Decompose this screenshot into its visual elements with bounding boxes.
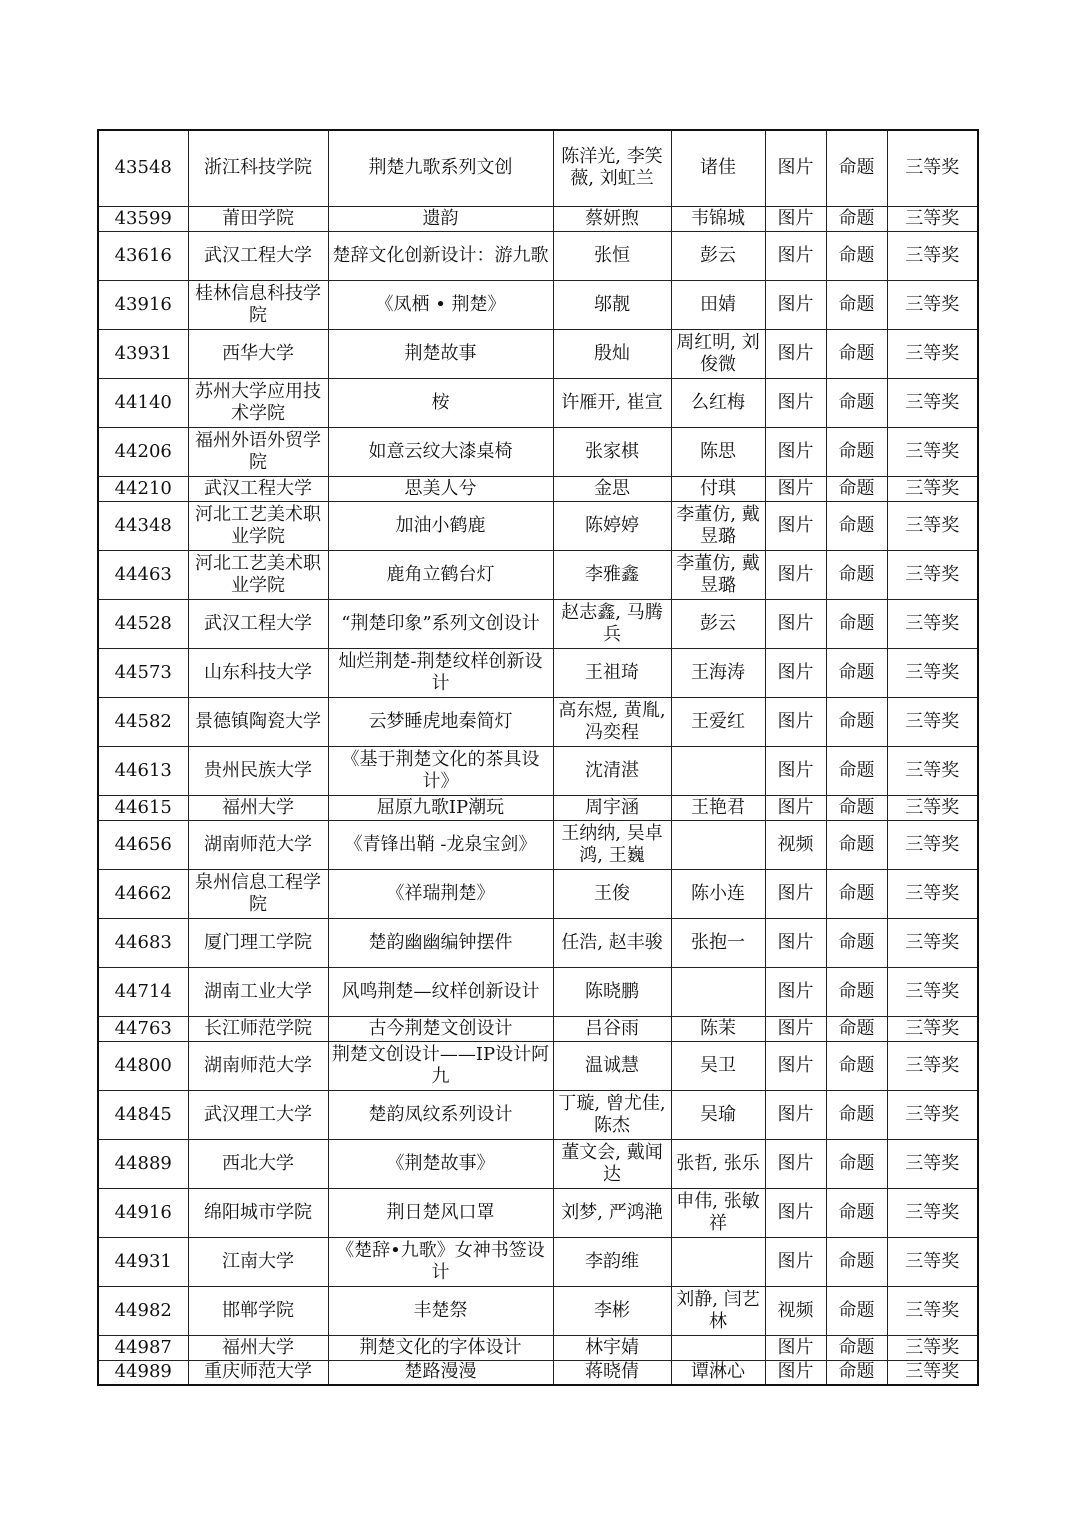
id-cell: 44573	[98, 648, 188, 697]
award-cell: 三等奖	[887, 599, 978, 648]
table-row	[98, 1016, 978, 1041]
id-cell: 44662	[98, 869, 188, 918]
table-row	[98, 1335, 978, 1360]
category-cell: 命题	[826, 918, 887, 967]
category-cell: 命题	[826, 967, 887, 1016]
id-cell: 43616	[98, 231, 188, 280]
id-cell: 44987	[98, 1335, 188, 1360]
advisor-cell	[671, 1237, 765, 1286]
authors-cell: 丁璇, 曾尤佳, 陈杰	[553, 1090, 671, 1139]
school-cell: 景德镇陶瓷大学	[188, 697, 328, 746]
advisor-cell: 张抱一	[671, 918, 765, 967]
category-cell: 命题	[826, 599, 887, 648]
authors-cell: 周宇涵	[553, 795, 671, 820]
school-cell: 武汉理工大学	[188, 1090, 328, 1139]
authors-cell: 李韵维	[553, 1237, 671, 1286]
school-cell: 莆田学院	[188, 206, 328, 231]
work-title-cell: 楚韵凤纹系列设计	[328, 1090, 553, 1139]
work-title-cell: 遗韵	[328, 206, 553, 231]
school-cell: 江南大学	[188, 1237, 328, 1286]
format-cell: 图片	[765, 427, 826, 476]
table-row	[98, 427, 978, 476]
advisor-cell	[671, 1335, 765, 1360]
work-title-cell: 《楚辞•九歌》女神书签设计	[328, 1237, 553, 1286]
table-row	[98, 648, 978, 697]
format-cell: 图片	[765, 329, 826, 378]
category-cell: 命题	[826, 280, 887, 329]
authors-cell: 蔡妍煦	[553, 206, 671, 231]
id-cell: 44613	[98, 746, 188, 795]
category-cell: 命题	[826, 1016, 887, 1041]
award-cell: 三等奖	[887, 329, 978, 378]
school-cell: 福州大学	[188, 795, 328, 820]
award-cell: 三等奖	[887, 820, 978, 869]
authors-cell: 高东煜, 黄胤, 冯奕程	[553, 697, 671, 746]
table-row	[98, 476, 978, 501]
award-cell: 三等奖	[887, 1139, 978, 1188]
table-row	[98, 1286, 978, 1335]
category-cell: 命题	[826, 427, 887, 476]
format-cell: 图片	[765, 130, 826, 206]
work-title-cell: 荆楚文化的字体设计	[328, 1335, 553, 1360]
id-cell: 44916	[98, 1188, 188, 1237]
school-cell: 湖南工业大学	[188, 967, 328, 1016]
authors-cell: 吕谷雨	[553, 1016, 671, 1041]
table-row	[98, 550, 978, 599]
id-cell: 43548	[98, 130, 188, 206]
work-title-cell: 荆楚九歌系列文创	[328, 130, 553, 206]
category-cell: 命题	[826, 329, 887, 378]
advisor-cell	[671, 820, 765, 869]
work-title-cell: 楚韵幽幽编钟摆件	[328, 918, 553, 967]
award-cell: 三等奖	[887, 1090, 978, 1139]
format-cell: 图片	[765, 1360, 826, 1385]
authors-cell: 任浩, 赵丰骏	[553, 918, 671, 967]
work-title-cell: 丰楚祭	[328, 1286, 553, 1335]
award-cell: 三等奖	[887, 1286, 978, 1335]
work-title-cell: 荆日楚风口罩	[328, 1188, 553, 1237]
authors-cell: 林宇婧	[553, 1335, 671, 1360]
authors-cell: 陈洋光, 李笑薇, 刘虹兰	[553, 130, 671, 206]
id-cell: 44656	[98, 820, 188, 869]
format-cell: 图片	[765, 1335, 826, 1360]
advisor-cell: 田婧	[671, 280, 765, 329]
authors-cell: 张恒	[553, 231, 671, 280]
work-title-cell: 荆楚文创设计——IP设计阿九	[328, 1041, 553, 1090]
id-cell: 44683	[98, 918, 188, 967]
award-cell: 三等奖	[887, 1016, 978, 1041]
authors-cell: 陈婷婷	[553, 501, 671, 550]
format-cell: 图片	[765, 231, 826, 280]
id-cell: 44582	[98, 697, 188, 746]
school-cell: 武汉工程大学	[188, 599, 328, 648]
advisor-cell: 张哲, 张乐	[671, 1139, 765, 1188]
format-cell: 图片	[765, 599, 826, 648]
id-cell: 44528	[98, 599, 188, 648]
work-title-cell: 楚辞文化创新设计：游九歌	[328, 231, 553, 280]
table-row	[98, 795, 978, 820]
advisor-cell: 韦锦城	[671, 206, 765, 231]
advisor-cell: 彭云	[671, 231, 765, 280]
school-cell: 桂林信息科技学院	[188, 280, 328, 329]
award-cell: 三等奖	[887, 280, 978, 329]
award-cell: 三等奖	[887, 1360, 978, 1385]
id-cell: 44206	[98, 427, 188, 476]
award-cell: 三等奖	[887, 795, 978, 820]
school-cell: 西北大学	[188, 1139, 328, 1188]
table-row	[98, 501, 978, 550]
authors-cell: 董文会, 戴闻达	[553, 1139, 671, 1188]
advisor-cell: 付琪	[671, 476, 765, 501]
category-cell: 命题	[826, 1237, 887, 1286]
table-row	[98, 599, 978, 648]
advisor-cell: 王艳君	[671, 795, 765, 820]
table-row	[98, 869, 978, 918]
work-title-cell: 荆楚故事	[328, 329, 553, 378]
award-cell: 三等奖	[887, 918, 978, 967]
category-cell: 命题	[826, 206, 887, 231]
authors-cell: 邬靓	[553, 280, 671, 329]
work-title-cell: 《基于荆楚文化的茶具设计》	[328, 746, 553, 795]
category-cell: 命题	[826, 746, 887, 795]
table-row	[98, 746, 978, 795]
table-row	[98, 206, 978, 231]
advisor-cell	[671, 967, 765, 1016]
award-cell: 三等奖	[887, 378, 978, 427]
format-cell: 图片	[765, 206, 826, 231]
format-cell: 图片	[765, 918, 826, 967]
id-cell: 44982	[98, 1286, 188, 1335]
award-cell: 三等奖	[887, 1237, 978, 1286]
category-cell: 命题	[826, 697, 887, 746]
advisor-cell: 申伟, 张敏祥	[671, 1188, 765, 1237]
table-row	[98, 1090, 978, 1139]
school-cell: 重庆师范大学	[188, 1360, 328, 1385]
advisor-cell: 陈茉	[671, 1016, 765, 1041]
id-cell: 44615	[98, 795, 188, 820]
category-cell: 命题	[826, 820, 887, 869]
category-cell: 命题	[826, 1041, 887, 1090]
advisor-cell: 陈思	[671, 427, 765, 476]
format-cell: 图片	[765, 280, 826, 329]
award-cell: 三等奖	[887, 648, 978, 697]
authors-cell: 许雁开, 崔宣	[553, 378, 671, 427]
award-cell: 三等奖	[887, 869, 978, 918]
work-title-cell: 《凤栖 • 荆楚》	[328, 280, 553, 329]
id-cell: 44845	[98, 1090, 188, 1139]
school-cell: 河北工艺美术职业学院	[188, 501, 328, 550]
awards-table	[97, 129, 979, 1386]
id-cell: 43599	[98, 206, 188, 231]
award-cell: 三等奖	[887, 1188, 978, 1237]
work-title-cell: 加油小鹤鹿	[328, 501, 553, 550]
school-cell: 武汉工程大学	[188, 231, 328, 280]
format-cell: 图片	[765, 869, 826, 918]
award-cell: 三等奖	[887, 1041, 978, 1090]
category-cell: 命题	[826, 1360, 887, 1385]
id-cell: 44931	[98, 1237, 188, 1286]
authors-cell: 赵志鑫, 马腾兵	[553, 599, 671, 648]
authors-cell: 王俊	[553, 869, 671, 918]
authors-cell: 殷灿	[553, 329, 671, 378]
authors-cell: 蒋晓倩	[553, 1360, 671, 1385]
award-cell: 三等奖	[887, 550, 978, 599]
authors-cell: 陈晓鹏	[553, 967, 671, 1016]
category-cell: 命题	[826, 1188, 887, 1237]
format-cell: 图片	[765, 550, 826, 599]
authors-cell: 王祖琦	[553, 648, 671, 697]
category-cell: 命题	[826, 501, 887, 550]
table-row	[98, 378, 978, 427]
id-cell: 44463	[98, 550, 188, 599]
work-title-cell: 鹿角立鹤台灯	[328, 550, 553, 599]
id-cell: 44140	[98, 378, 188, 427]
table-row	[98, 918, 978, 967]
id-cell: 44763	[98, 1016, 188, 1041]
format-cell: 图片	[765, 378, 826, 427]
table-row	[98, 1237, 978, 1286]
category-cell: 命题	[826, 550, 887, 599]
authors-cell: 金思	[553, 476, 671, 501]
format-cell: 图片	[765, 967, 826, 1016]
authors-cell: 李彬	[553, 1286, 671, 1335]
table-row	[98, 697, 978, 746]
award-cell: 三等奖	[887, 206, 978, 231]
table-row	[98, 1041, 978, 1090]
format-cell: 图片	[765, 1188, 826, 1237]
format-cell: 图片	[765, 501, 826, 550]
table-row	[98, 1139, 978, 1188]
id-cell: 44800	[98, 1041, 188, 1090]
authors-cell: 温诚慧	[553, 1041, 671, 1090]
work-title-cell: 如意云纹大漆桌椅	[328, 427, 553, 476]
advisor-cell: 周红明, 刘俊微	[671, 329, 765, 378]
work-title-cell: 《青锋出鞘 -龙泉宝剑》	[328, 820, 553, 869]
work-title-cell: 云梦睡虎地秦简灯	[328, 697, 553, 746]
id-cell: 43916	[98, 280, 188, 329]
school-cell: 山东科技大学	[188, 648, 328, 697]
format-cell: 图片	[765, 476, 826, 501]
advisor-cell: 谭淋心	[671, 1360, 765, 1385]
award-cell: 三等奖	[887, 427, 978, 476]
authors-cell: 王纳纳, 吴卓鸿, 王巍	[553, 820, 671, 869]
advisor-cell: 王爱红	[671, 697, 765, 746]
advisor-cell: 吴卫	[671, 1041, 765, 1090]
authors-cell: 张家棋	[553, 427, 671, 476]
work-title-cell: 《祥瑞荆楚》	[328, 869, 553, 918]
category-cell: 命题	[826, 1286, 887, 1335]
table-row	[98, 231, 978, 280]
advisor-cell: 彭云	[671, 599, 765, 648]
format-cell: 图片	[765, 648, 826, 697]
format-cell: 图片	[765, 1237, 826, 1286]
category-cell: 命题	[826, 795, 887, 820]
id-cell: 44210	[98, 476, 188, 501]
work-title-cell: 思美人兮	[328, 476, 553, 501]
work-title-cell: 灿烂荆楚-荆楚纹样创新设计	[328, 648, 553, 697]
category-cell: 命题	[826, 1090, 887, 1139]
school-cell: 西华大学	[188, 329, 328, 378]
category-cell: 命题	[826, 648, 887, 697]
advisor-cell: 王海涛	[671, 648, 765, 697]
advisor-cell: 陈小连	[671, 869, 765, 918]
school-cell: 泉州信息工程学院	[188, 869, 328, 918]
award-cell: 三等奖	[887, 231, 978, 280]
award-cell: 三等奖	[887, 697, 978, 746]
school-cell: 绵阳城市学院	[188, 1188, 328, 1237]
work-title-cell: 楚路漫漫	[328, 1360, 553, 1385]
advisor-cell: 刘静, 闫艺林	[671, 1286, 765, 1335]
format-cell: 图片	[765, 795, 826, 820]
id-cell: 44989	[98, 1360, 188, 1385]
category-cell: 命题	[826, 1139, 887, 1188]
school-cell: 邯郸学院	[188, 1286, 328, 1335]
id-cell: 43931	[98, 329, 188, 378]
school-cell: 苏州大学应用技术学院	[188, 378, 328, 427]
school-cell: 福州外语外贸学院	[188, 427, 328, 476]
format-cell: 图片	[765, 1139, 826, 1188]
school-cell: 长江师范学院	[188, 1016, 328, 1041]
award-cell: 三等奖	[887, 501, 978, 550]
id-cell: 44889	[98, 1139, 188, 1188]
advisor-cell: 吴瑜	[671, 1090, 765, 1139]
format-cell: 图片	[765, 746, 826, 795]
school-cell: 河北工艺美术职业学院	[188, 550, 328, 599]
id-cell: 44348	[98, 501, 188, 550]
category-cell: 命题	[826, 130, 887, 206]
table-row	[98, 1188, 978, 1237]
work-title-cell: 《荆楚故事》	[328, 1139, 553, 1188]
school-cell: 武汉工程大学	[188, 476, 328, 501]
category-cell: 命题	[826, 1335, 887, 1360]
authors-cell: 李雅鑫	[553, 550, 671, 599]
school-cell: 浙江科技学院	[188, 130, 328, 206]
advisor-cell: 诸佳	[671, 130, 765, 206]
award-cell: 三等奖	[887, 130, 978, 206]
school-cell: 福州大学	[188, 1335, 328, 1360]
table-row	[98, 130, 978, 206]
advisor-cell: 李董仿, 戴昱璐	[671, 501, 765, 550]
work-title-cell: 风鸣荆楚—纹样创新设计	[328, 967, 553, 1016]
category-cell: 命题	[826, 378, 887, 427]
advisor-cell: 李董仿, 戴昱璐	[671, 550, 765, 599]
award-cell: 三等奖	[887, 967, 978, 1016]
work-title-cell: 屈原九歌IP潮玩	[328, 795, 553, 820]
advisor-cell	[671, 746, 765, 795]
id-cell: 44714	[98, 967, 188, 1016]
school-cell: 贵州民族大学	[188, 746, 328, 795]
authors-cell: 刘梦, 严鸿滟	[553, 1188, 671, 1237]
table-row	[98, 1360, 978, 1385]
school-cell: 厦门理工学院	[188, 918, 328, 967]
school-cell: 湖南师范大学	[188, 1041, 328, 1090]
format-cell: 图片	[765, 697, 826, 746]
work-title-cell: “荆楚印象”系列文创设计	[328, 599, 553, 648]
category-cell: 命题	[826, 231, 887, 280]
award-cell: 三等奖	[887, 476, 978, 501]
work-title-cell: 桉	[328, 378, 553, 427]
advisor-cell: 么红梅	[671, 378, 765, 427]
award-cell: 三等奖	[887, 746, 978, 795]
table-row	[98, 280, 978, 329]
school-cell: 湖南师范大学	[188, 820, 328, 869]
table-row	[98, 820, 978, 869]
format-cell: 视频	[765, 820, 826, 869]
format-cell: 图片	[765, 1016, 826, 1041]
format-cell: 视频	[765, 1286, 826, 1335]
work-title-cell: 古今荆楚文创设计	[328, 1016, 553, 1041]
category-cell: 命题	[826, 869, 887, 918]
category-cell: 命题	[826, 476, 887, 501]
table-row	[98, 329, 978, 378]
table-row	[98, 967, 978, 1016]
authors-cell: 沈清湛	[553, 746, 671, 795]
format-cell: 图片	[765, 1041, 826, 1090]
award-cell: 三等奖	[887, 1335, 978, 1360]
format-cell: 图片	[765, 1090, 826, 1139]
